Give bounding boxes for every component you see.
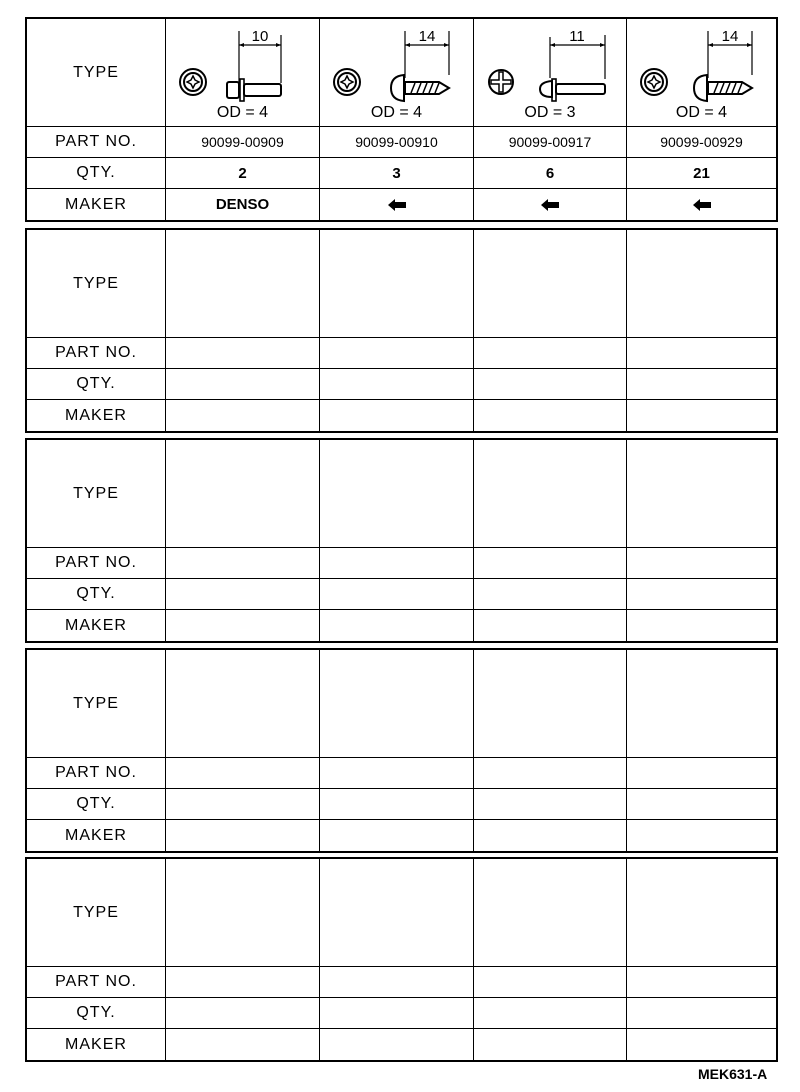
- qty-cell: [474, 998, 627, 1028]
- part-no-cell: [474, 338, 627, 368]
- phillips-head-icon: [486, 67, 516, 97]
- maker-cell: [320, 610, 474, 641]
- qty-row: [27, 369, 776, 400]
- type-cell: [166, 859, 320, 966]
- maker-cell: [474, 1029, 627, 1060]
- qty-cell: 3: [320, 158, 474, 188]
- type-cell: [627, 230, 776, 337]
- part-no-cell: 90099-00910: [320, 127, 474, 157]
- part-no-cell: [474, 548, 627, 578]
- row-label-qty: QTY.: [27, 369, 166, 399]
- part-no-cell: [474, 967, 627, 997]
- maker-cell: [320, 820, 474, 851]
- part-no-cell: 90099-00917: [474, 127, 627, 157]
- maker-cell: [320, 189, 474, 220]
- row-label-type: TYPE: [27, 440, 166, 547]
- part-no-cell: [320, 338, 474, 368]
- type-cell: [474, 650, 627, 757]
- row-label-part-no: PART NO.: [27, 967, 166, 997]
- tapping-screw-side-icon: [676, 23, 766, 103]
- type-cell: [627, 650, 776, 757]
- part-no-cell: 90099-00929: [660, 134, 743, 150]
- part-no-cell: [320, 967, 474, 997]
- type-cell: [474, 230, 627, 337]
- part-no-cell: [320, 548, 474, 578]
- maker-row: [27, 189, 776, 220]
- maker-row: [27, 400, 776, 431]
- qty-cell: [627, 998, 776, 1028]
- type-cell: [474, 859, 627, 966]
- row-label-part-no: PART NO.: [27, 338, 166, 368]
- type-cell: [627, 440, 776, 547]
- type-cell: [166, 650, 320, 757]
- maker-cell: [627, 610, 776, 641]
- maker-cell: [627, 189, 776, 220]
- row-label-qty: QTY.: [27, 158, 166, 188]
- type-cell: [166, 440, 320, 547]
- part-no-cell: 90099-00909: [166, 127, 320, 157]
- row-label-qty: QTY.: [27, 789, 166, 819]
- type-cell: [320, 440, 474, 547]
- svg-text:14: 14: [721, 28, 739, 45]
- qty-cell: 2: [166, 158, 320, 188]
- qty-cell: [320, 579, 474, 609]
- part-no-cell: [627, 967, 776, 997]
- row-label-type: TYPE: [27, 19, 166, 126]
- maker-cell: [627, 1029, 776, 1060]
- maker-cell: [474, 189, 627, 220]
- maker-cell: [627, 400, 776, 431]
- left-arrow-icon: [388, 199, 406, 211]
- parts-table-1: [25, 17, 778, 222]
- part-no-cell: [627, 758, 776, 788]
- parts-table-5: [25, 857, 778, 1062]
- qty-cell: [166, 998, 320, 1028]
- left-arrow-icon: [541, 199, 559, 211]
- qty-cell: 21: [693, 164, 710, 182]
- maker-cell: [320, 1029, 474, 1060]
- part-no-row: [27, 967, 776, 998]
- parts-table-2: [25, 228, 778, 433]
- maker-cell: [166, 610, 320, 641]
- qty-cell: [474, 369, 627, 399]
- type-cell: [320, 859, 474, 966]
- row-label-qty: QTY.: [27, 998, 166, 1028]
- svg-text:11: 11: [569, 28, 585, 45]
- type-cell: [320, 230, 474, 337]
- type-cell: [166, 230, 320, 337]
- qty-cell: 6: [474, 158, 627, 188]
- type-row: [27, 859, 776, 967]
- flange-bolt-side-icon: [219, 23, 309, 103]
- part-no-cell: [627, 338, 776, 368]
- maker-cell: [474, 610, 627, 641]
- maker-cell: [474, 400, 627, 431]
- maker-cell: [166, 400, 320, 431]
- washer-phillips-head-icon: [178, 67, 208, 97]
- type-cell: 14 OD = 4: [627, 19, 776, 126]
- part-no-row: [27, 127, 776, 158]
- qty-cell: [166, 789, 320, 819]
- qty-cell: [320, 998, 474, 1028]
- figure-code: MEK631-A: [698, 1066, 768, 1082]
- svg-text:10: 10: [251, 28, 269, 45]
- type-cell: 10 OD = 4: [166, 19, 320, 126]
- row-label-type: TYPE: [27, 859, 166, 966]
- part-no-cell: [166, 548, 320, 578]
- type-cell: [627, 859, 776, 966]
- parts-table-4: [25, 648, 778, 853]
- qty-row: [27, 789, 776, 820]
- part-no-cell: [474, 758, 627, 788]
- qty-row: [27, 158, 776, 189]
- type-row: [27, 440, 776, 548]
- type-row: [27, 650, 776, 758]
- type-cell: 14 OD = 4: [320, 19, 474, 126]
- maker-cell: DENSO: [166, 189, 320, 220]
- row-label-maker: MAKER: [27, 820, 166, 851]
- qty-cell: [320, 369, 474, 399]
- row-label-maker: MAKER: [27, 1029, 166, 1060]
- type-cell: [474, 440, 627, 547]
- qty-cell: [474, 579, 627, 609]
- qty-cell: [627, 369, 776, 399]
- part-no-row: [27, 548, 776, 579]
- row-label-part-no: PART NO.: [27, 758, 166, 788]
- type-row: [27, 19, 776, 127]
- row-label-maker: MAKER: [27, 400, 166, 431]
- parts-table-3: [25, 438, 778, 643]
- qty-cell: [627, 579, 776, 609]
- row-label-qty: QTY.: [27, 579, 166, 609]
- qty-cell: [320, 789, 474, 819]
- part-no-row: [27, 758, 776, 789]
- part-no-cell: [166, 338, 320, 368]
- part-no-cell: [166, 967, 320, 997]
- qty-cell: [474, 789, 627, 819]
- qty-row: [27, 998, 776, 1029]
- row-label-type: TYPE: [27, 230, 166, 337]
- maker-row: [27, 820, 776, 851]
- maker-row: [27, 610, 776, 641]
- qty-cell: [627, 789, 776, 819]
- maker-cell: [166, 820, 320, 851]
- washer-phillips-head-icon: [332, 67, 362, 97]
- row-label-maker: MAKER: [27, 610, 166, 641]
- type-cell: [320, 650, 474, 757]
- machine-screw-side-icon: [526, 23, 616, 103]
- type-row: [27, 230, 776, 338]
- maker-row: [27, 1029, 776, 1060]
- svg-text:14: 14: [418, 28, 436, 45]
- qty-row: [27, 579, 776, 610]
- part-no-cell: [627, 548, 776, 578]
- maker-cell: [166, 1029, 320, 1060]
- maker-cell: [320, 400, 474, 431]
- row-label-part-no: PART NO.: [27, 127, 166, 157]
- row-label-maker: MAKER: [27, 189, 166, 220]
- maker-cell: [474, 820, 627, 851]
- part-no-cell: [320, 758, 474, 788]
- qty-cell: [166, 579, 320, 609]
- row-label-part-no: PART NO.: [27, 548, 166, 578]
- washer-phillips-head-icon: [639, 67, 669, 97]
- tapping-screw-side-icon: [373, 23, 463, 103]
- qty-cell: [166, 369, 320, 399]
- left-arrow-icon: [693, 199, 711, 211]
- part-no-cell: [166, 758, 320, 788]
- part-no-row: [27, 338, 776, 369]
- type-cell: 11 OD = 3: [474, 19, 627, 126]
- row-label-type: TYPE: [27, 650, 166, 757]
- maker-cell: [627, 820, 776, 851]
